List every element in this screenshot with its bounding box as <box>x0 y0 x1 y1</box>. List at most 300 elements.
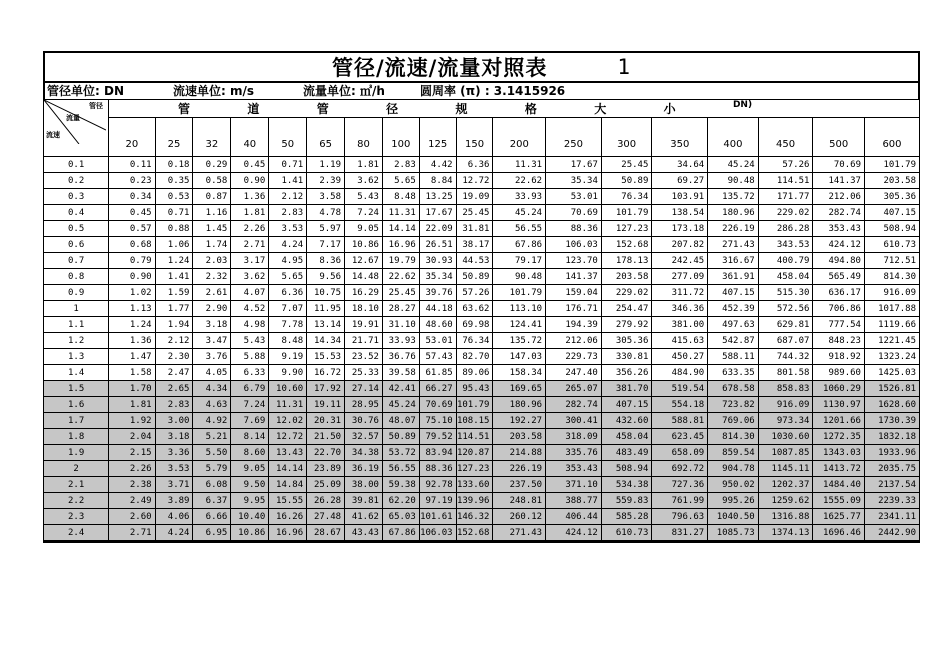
flow-cell: 484.90 <box>652 365 708 381</box>
flow-cell: 56.55 <box>493 221 546 237</box>
flow-cell: 712.51 <box>864 253 919 269</box>
flow-cell: 311.72 <box>652 285 708 301</box>
flow-cell: 814.30 <box>864 269 919 285</box>
flow-cell: 0.45 <box>109 205 155 221</box>
velocity-cell: 2.2 <box>44 493 109 509</box>
flow-cell: 2.39 <box>307 173 345 189</box>
flow-cell: 0.35 <box>155 173 193 189</box>
flow-cell: 6.37 <box>193 493 231 509</box>
flow-cell: 1202.37 <box>758 477 813 493</box>
flow-cell: 1.41 <box>155 269 193 285</box>
flow-cell: 27.48 <box>307 509 345 525</box>
flow-cell: 305.36 <box>601 333 652 349</box>
spec-caption-char: 规 <box>455 102 468 116</box>
bottom-rule <box>43 541 920 543</box>
flow-cell: 13.25 <box>419 189 456 205</box>
spec-caption <box>149 100 781 117</box>
flow-cell: 88.36 <box>419 461 456 477</box>
flow-cell: 9.56 <box>307 269 345 285</box>
flow-cell: 16.72 <box>307 365 345 381</box>
flow-cell: 0.53 <box>155 189 193 205</box>
flow-cell: 141.37 <box>813 173 865 189</box>
flow-cell: 1130.97 <box>813 397 865 413</box>
flow-cell: 7.69 <box>231 413 269 429</box>
flow-cell: 2035.75 <box>864 461 919 477</box>
flow-cell: 17.67 <box>546 157 602 173</box>
flow-cell: 723.82 <box>708 397 759 413</box>
diameter-header-350: 350 <box>652 118 708 157</box>
flow-cell: 28.27 <box>382 301 419 317</box>
flow-cell: 1.13 <box>109 301 155 317</box>
flow-cell: 28.95 <box>345 397 383 413</box>
flow-cell: 53.01 <box>419 333 456 349</box>
flow-cell: 5.43 <box>231 333 269 349</box>
flow-cell: 9.19 <box>269 349 307 365</box>
flow-cell: 335.76 <box>546 445 602 461</box>
flow-cell: 70.69 <box>813 157 865 173</box>
flow-cell: 4.98 <box>231 317 269 333</box>
flow-cell: 388.77 <box>546 493 602 509</box>
flow-cell: 989.60 <box>813 365 865 381</box>
flow-cell: 13.14 <box>307 317 345 333</box>
flow-cell: 76.34 <box>456 333 493 349</box>
flow-cell: 14.14 <box>382 221 419 237</box>
velocity-cell: 0.5 <box>44 221 109 237</box>
flow-cell: 424.12 <box>546 525 602 541</box>
flow-cell: 1484.40 <box>813 477 865 493</box>
flow-cell: 214.88 <box>493 445 546 461</box>
flow-cell: 192.27 <box>493 413 546 429</box>
flow-cell: 2.65 <box>155 381 193 397</box>
flow-cell: 2442.90 <box>864 525 919 541</box>
page-title: 管径/流速/流量对照表 <box>332 55 548 80</box>
spec-caption-char: 管 <box>316 102 329 116</box>
flow-cell: 103.91 <box>652 189 708 205</box>
flow-cell: 1832.18 <box>864 429 919 445</box>
flow-cell: 588.81 <box>652 413 708 429</box>
flow-cell: 973.34 <box>758 413 813 429</box>
flow-cell: 424.12 <box>813 237 865 253</box>
flow-cell: 585.28 <box>601 509 652 525</box>
flow-cell: 152.68 <box>601 237 652 253</box>
flow-cell: 6.36 <box>269 285 307 301</box>
flow-cell: 8.60 <box>231 445 269 461</box>
flow-cell: 5.79 <box>193 461 231 477</box>
flow-cell: 101.79 <box>456 397 493 413</box>
flow-cell: 12.72 <box>269 429 307 445</box>
flow-cell: 127.23 <box>456 461 493 477</box>
flow-cell: 1.58 <box>109 365 155 381</box>
flow-cell: 120.87 <box>456 445 493 461</box>
corner-label-flow: 流量 <box>66 114 80 122</box>
flow-cell: 1.47 <box>109 349 155 365</box>
flow-cell: 56.55 <box>382 461 419 477</box>
flow-cell: 610.73 <box>864 237 919 253</box>
flow-cell: 14.84 <box>269 477 307 493</box>
flow-cell: 38.17 <box>456 237 493 253</box>
flow-cell: 1526.81 <box>864 381 919 397</box>
flow-cell: 9.90 <box>269 365 307 381</box>
table-row <box>44 413 920 429</box>
flow-cell: 33.93 <box>493 189 546 205</box>
flow-cell: 41.62 <box>345 509 383 525</box>
flow-cell: 22.62 <box>382 269 419 285</box>
flow-cell: 9.05 <box>345 221 383 237</box>
flow-cell: 4.06 <box>155 509 193 525</box>
flow-cell: 61.85 <box>419 365 456 381</box>
table-row <box>44 525 920 541</box>
flow-cell: 18.10 <box>345 301 383 317</box>
flow-cell: 207.82 <box>652 237 708 253</box>
flow-cell: 515.30 <box>758 285 813 301</box>
flow-cell: 400.79 <box>758 253 813 269</box>
velocity-cell: 0.8 <box>44 269 109 285</box>
flow-cell: 3.58 <box>307 189 345 205</box>
flow-cell: 508.94 <box>864 221 919 237</box>
flow-cell: 48.07 <box>382 413 419 429</box>
flow-cell: 407.15 <box>601 397 652 413</box>
flow-cell: 542.87 <box>708 333 759 349</box>
flow-cell: 4.34 <box>193 381 231 397</box>
spec-caption-row <box>44 100 920 118</box>
flow-cell: 2.83 <box>382 157 419 173</box>
table-row <box>44 269 920 285</box>
flow-cell: 1.59 <box>155 285 193 301</box>
diameter-header-row <box>44 118 920 157</box>
flow-cell: 633.35 <box>708 365 759 381</box>
flow-cell: 229.02 <box>758 205 813 221</box>
table-row <box>44 349 920 365</box>
flow-cell: 31.10 <box>382 317 419 333</box>
flow-cell: 950.02 <box>708 477 759 493</box>
velocity-cell: 2 <box>44 461 109 477</box>
flow-cell: 1.16 <box>193 205 231 221</box>
flow-cell: 12.02 <box>269 413 307 429</box>
flow-cell: 19.09 <box>456 189 493 205</box>
table-row <box>44 493 920 509</box>
flow-cell: 176.71 <box>546 301 602 317</box>
flow-cell: 572.56 <box>758 301 813 317</box>
flow-cell: 180.96 <box>493 397 546 413</box>
flow-cell: 859.54 <box>708 445 759 461</box>
flow-cell: 19.91 <box>345 317 383 333</box>
table-row <box>44 301 920 317</box>
flow-cell: 42.41 <box>382 381 419 397</box>
flow-cell: 0.34 <box>109 189 155 205</box>
flow-cell: 101.79 <box>601 205 652 221</box>
flow-cell: 92.78 <box>419 477 456 493</box>
flow-cell: 1374.13 <box>758 525 813 541</box>
flow-cell: 3.36 <box>155 445 193 461</box>
flow-cell: 9.95 <box>231 493 269 509</box>
flow-cell: 16.29 <box>345 285 383 301</box>
flow-cell: 831.27 <box>652 525 708 541</box>
flow-cell: 79.52 <box>419 429 456 445</box>
flow-cell: 11.31 <box>269 397 307 413</box>
flow-cell: 1.41 <box>269 173 307 189</box>
flow-cell: 5.21 <box>193 429 231 445</box>
flow-cell: 135.72 <box>493 333 546 349</box>
spec-caption-char: 大 <box>594 102 607 116</box>
flow-cell: 1.36 <box>231 189 269 205</box>
flow-cell: 237.50 <box>493 477 546 493</box>
velocity-cell: 0.2 <box>44 173 109 189</box>
flow-cell: 101.79 <box>493 285 546 301</box>
flow-cell: 271.43 <box>708 237 759 253</box>
flow-cell: 279.92 <box>601 317 652 333</box>
flow-cell: 0.87 <box>193 189 231 205</box>
table-row <box>44 477 920 493</box>
flow-cell: 114.51 <box>758 173 813 189</box>
flow-cell: 2.83 <box>269 205 307 221</box>
flow-cell: 106.03 <box>546 237 602 253</box>
flow-cell: 3.89 <box>155 493 193 509</box>
flow-cell: 57.26 <box>758 157 813 173</box>
flow-cell: 4.42 <box>419 157 456 173</box>
table-row <box>44 397 920 413</box>
flow-cell: 2.15 <box>109 445 155 461</box>
flow-cell: 194.39 <box>546 317 602 333</box>
flow-cell: 4.05 <box>193 365 231 381</box>
flow-cell: 147.03 <box>493 349 546 365</box>
diameter-header-50: 50 <box>269 118 307 157</box>
flow-cell: 6.66 <box>193 509 231 525</box>
flow-cell: 2.71 <box>109 525 155 541</box>
table-row <box>44 461 920 477</box>
flow-cell: 20.31 <box>307 413 345 429</box>
flow-cell: 406.44 <box>546 509 602 525</box>
flow-cell: 2.32 <box>193 269 231 285</box>
units-row <box>43 81 920 99</box>
flow-cell: 1323.24 <box>864 349 919 365</box>
flow-cell: 180.96 <box>708 205 759 221</box>
flow-cell: 23.89 <box>307 461 345 477</box>
flow-cell: 3.17 <box>231 253 269 269</box>
flow-cell: 497.63 <box>708 317 759 333</box>
table-row <box>44 509 920 525</box>
flow-cell: 254.47 <box>601 301 652 317</box>
flow-cell: 0.45 <box>231 157 269 173</box>
velocity-cell: 2.3 <box>44 509 109 525</box>
diameter-header-40: 40 <box>231 118 269 157</box>
flow-cell: 8.48 <box>382 189 419 205</box>
flow-cell: 6.95 <box>193 525 231 541</box>
flow-cell: 169.65 <box>493 381 546 397</box>
flow-cell: 30.76 <box>345 413 383 429</box>
flow-cell: 305.36 <box>864 189 919 205</box>
flow-cell: 88.36 <box>546 221 602 237</box>
flow-cell: 1.92 <box>109 413 155 429</box>
flow-cell: 43.43 <box>345 525 383 541</box>
flow-cell: 353.43 <box>546 461 602 477</box>
flow-cell: 381.70 <box>601 381 652 397</box>
flow-cell: 5.97 <box>307 221 345 237</box>
flow-cell: 519.54 <box>652 381 708 397</box>
flow-cell: 692.72 <box>652 461 708 477</box>
spec-caption-char: 道 <box>247 102 260 116</box>
flow-cell: 7.24 <box>345 205 383 221</box>
diameter-header-80: 80 <box>345 118 383 157</box>
flow-cell: 138.54 <box>652 205 708 221</box>
flow-cell: 152.68 <box>456 525 493 541</box>
flow-cell: 2.38 <box>109 477 155 493</box>
flow-cell: 3.18 <box>155 429 193 445</box>
flow-cell: 2.47 <box>155 365 193 381</box>
flow-cell: 15.55 <box>269 493 307 509</box>
diameter-header-100: 100 <box>382 118 419 157</box>
flow-cell: 995.26 <box>708 493 759 509</box>
flow-cell: 39.58 <box>382 365 419 381</box>
flow-cell: 2.83 <box>155 397 193 413</box>
diameter-header-400: 400 <box>708 118 759 157</box>
flow-cell: 1.81 <box>345 157 383 173</box>
flow-cell: 318.09 <box>546 429 602 445</box>
velocity-cell: 1.6 <box>44 397 109 413</box>
velocity-cell: 0.3 <box>44 189 109 205</box>
flow-cell: 3.71 <box>155 477 193 493</box>
flow-cell: 4.07 <box>231 285 269 301</box>
flow-cell: 1017.88 <box>864 301 919 317</box>
table-row <box>44 365 920 381</box>
flow-cell: 1.81 <box>109 397 155 413</box>
flow-cell: 565.49 <box>813 269 865 285</box>
flow-cell: 265.07 <box>546 381 602 397</box>
flow-cell: 4.95 <box>269 253 307 269</box>
velocity-unit-label: 流速单位: m/s <box>173 84 255 98</box>
flow-cell: 1696.46 <box>813 525 865 541</box>
spec-caption-char: 径 <box>386 102 399 116</box>
flow-cell: 14.48 <box>345 269 383 285</box>
flow-cell: 2.12 <box>269 189 307 205</box>
flow-cell: 44.53 <box>456 253 493 269</box>
flow-cell: 53.72 <box>382 445 419 461</box>
flow-cell: 10.86 <box>345 237 383 253</box>
flow-cell: 0.90 <box>231 173 269 189</box>
flow-cell: 25.45 <box>382 285 419 301</box>
velocity-cell: 1.2 <box>44 333 109 349</box>
flow-cell: 918.92 <box>813 349 865 365</box>
flow-cell: 814.30 <box>708 429 759 445</box>
flow-cell: 12.67 <box>345 253 383 269</box>
flow-cell: 76.34 <box>601 189 652 205</box>
flow-cell: 3.62 <box>345 173 383 189</box>
flow-cell: 2.26 <box>109 461 155 477</box>
flow-table-sheet <box>43 51 920 543</box>
spec-caption-cell <box>109 100 920 118</box>
flow-cell: 450.27 <box>652 349 708 365</box>
flow-cell: 25.33 <box>345 365 383 381</box>
flow-cell: 3.53 <box>155 461 193 477</box>
pipe-unit-label: 管径单位: DN <box>47 84 124 98</box>
flow-cell: 65.03 <box>382 509 419 525</box>
flow-cell: 4.92 <box>193 413 231 429</box>
flow-cell: 6.36 <box>456 157 493 173</box>
flow-cell: 3.53 <box>269 221 307 237</box>
flow-cell: 32.57 <box>345 429 383 445</box>
table-row <box>44 317 920 333</box>
flow-cell: 21.50 <box>307 429 345 445</box>
flow-cell: 0.68 <box>109 237 155 253</box>
flow-cell: 23.52 <box>345 349 383 365</box>
flow-cell: 1030.60 <box>758 429 813 445</box>
flow-cell: 271.43 <box>493 525 546 541</box>
spec-caption-char: 格 <box>524 102 537 116</box>
flow-cell: 7.78 <box>269 317 307 333</box>
flow-cell: 2.30 <box>155 349 193 365</box>
flow-cell: 2.60 <box>109 509 155 525</box>
flow-cell: 226.19 <box>708 221 759 237</box>
flow-cell: 458.04 <box>601 429 652 445</box>
flow-cell: 2341.11 <box>864 509 919 525</box>
flow-cell: 282.74 <box>813 205 865 221</box>
flow-cell: 7.24 <box>231 397 269 413</box>
flow-cell: 260.12 <box>493 509 546 525</box>
spec-caption-char: 小 <box>663 102 676 116</box>
flow-cell: 1.74 <box>193 237 231 253</box>
flow-cell: 36.19 <box>345 461 383 477</box>
flow-cell: 7.17 <box>307 237 345 253</box>
flow-cell: 6.33 <box>231 365 269 381</box>
flow-cell: 371.10 <box>546 477 602 493</box>
flow-cell: 17.92 <box>307 381 345 397</box>
flow-cell: 141.37 <box>546 269 602 285</box>
flow-cell: 26.51 <box>419 237 456 253</box>
velocity-cell: 0.1 <box>44 157 109 173</box>
flow-cell: 3.18 <box>193 317 231 333</box>
flow-cell: 356.26 <box>601 365 652 381</box>
flow-cell: 25.09 <box>307 477 345 493</box>
flow-cell: 53.01 <box>546 189 602 205</box>
flow-cell: 14.34 <box>307 333 345 349</box>
flow-cell: 33.93 <box>382 333 419 349</box>
flow-cell: 0.90 <box>109 269 155 285</box>
flow-cell: 171.77 <box>758 189 813 205</box>
flow-cell: 5.50 <box>193 445 231 461</box>
velocity-cell: 0.4 <box>44 205 109 221</box>
flow-cell: 0.11 <box>109 157 155 173</box>
flow-cell: 158.34 <box>493 365 546 381</box>
flow-cell: 316.67 <box>708 253 759 269</box>
flow-cell: 2.04 <box>109 429 155 445</box>
flow-cell: 706.86 <box>813 301 865 317</box>
flow-cell: 48.60 <box>419 317 456 333</box>
flow-cell: 0.57 <box>109 221 155 237</box>
flow-cell: 10.75 <box>307 285 345 301</box>
velocity-cell: 0.6 <box>44 237 109 253</box>
flow-cell: 70.69 <box>419 397 456 413</box>
pi-label: 圆周率 (π) : 3.1415926 <box>420 84 566 98</box>
diameter-header-600: 600 <box>864 118 919 157</box>
flow-cell: 248.81 <box>493 493 546 509</box>
flow-cell: 178.13 <box>601 253 652 269</box>
table-row <box>44 173 920 189</box>
page-title-number: 1 <box>617 55 631 79</box>
flow-cell: 35.34 <box>419 269 456 285</box>
flow-cell: 16.26 <box>269 509 307 525</box>
flow-cell: 39.81 <box>345 493 383 509</box>
flow-cell: 82.70 <box>456 349 493 365</box>
flow-cell: 0.71 <box>269 157 307 173</box>
flow-cell: 858.83 <box>758 381 813 397</box>
flow-cell: 66.27 <box>419 381 456 397</box>
flow-cell: 16.96 <box>382 237 419 253</box>
flow-cell: 1221.45 <box>864 333 919 349</box>
flow-cell: 588.11 <box>708 349 759 365</box>
flow-cell: 45.24 <box>708 157 759 173</box>
diameter-header-200: 200 <box>493 118 546 157</box>
corner-cell <box>44 100 109 157</box>
flow-cell: 95.43 <box>456 381 493 397</box>
